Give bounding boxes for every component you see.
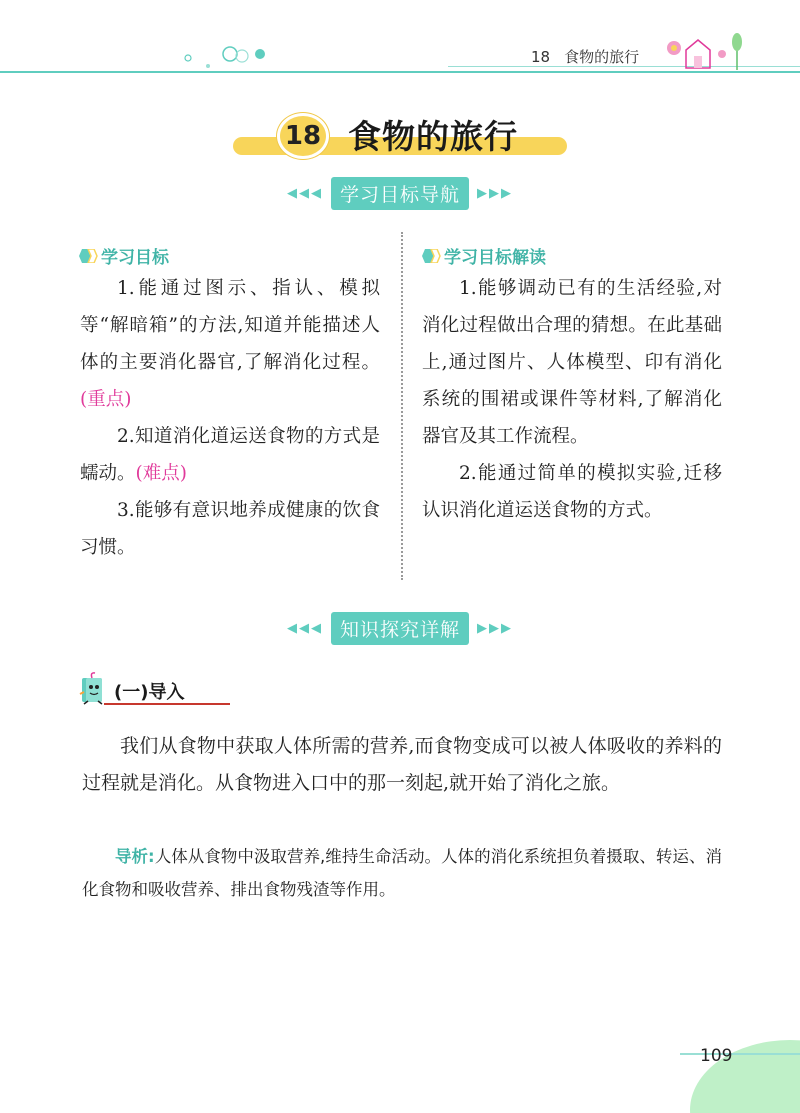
lesson-number-badge: 18: [277, 113, 329, 159]
intro-underline: [104, 703, 230, 705]
key-point-tag: (重点): [80, 389, 132, 410]
banner-label: 学习目标导航: [331, 177, 469, 210]
interpretation-heading-text: 学习目标解读: [444, 248, 546, 268]
footer-rule: [680, 1053, 800, 1055]
house-flower-decoration-icon: [662, 28, 752, 74]
intro-paragraph: 我们从食物中获取人体所需的营养,而食物变成可以被人体吸收的养料的过程就是消化。从食物进入口中的那一刻起,就开始了消化之旅。: [82, 735, 722, 794]
header-lesson-number: 18: [531, 48, 551, 66]
left-arrows-icon: ◀◀◀: [286, 620, 323, 636]
header-lesson-title: 食物的旅行: [564, 48, 640, 66]
left-arrows-icon: ◀◀◀: [286, 185, 323, 201]
interpretation-heading: [421, 243, 546, 268]
guide-label: 导析:: [115, 847, 155, 866]
goal-item-2: 2.知道消化道运送食物的方式是蠕动。(难点): [80, 426, 380, 484]
book-character-icon: [76, 670, 110, 706]
right-arrows-icon: ▶▶▶: [477, 620, 513, 636]
goal-item-1: 1.能通过图示、指认、模拟等“解暗箱”的方法,知道并能描述人体的主要消化器官,了解消化过程。(重点): [80, 278, 380, 410]
page-number: 109: [700, 1046, 733, 1066]
column-divider: [401, 232, 403, 580]
running-header: [531, 46, 653, 67]
goals-list: [80, 270, 380, 566]
goals-heading: [78, 243, 169, 268]
right-arrows-icon: ▶▶▶: [477, 185, 513, 201]
goals-heading-text: 学习目标: [101, 248, 169, 268]
interpretation-list: [422, 270, 722, 529]
goal-item-3: 3.能够有意识地养成健康的饮食习惯。: [80, 500, 380, 558]
section-banner-goals: [270, 176, 530, 210]
difficulty-tag: (难点): [135, 463, 187, 484]
intro-heading: (一)导入: [114, 682, 185, 703]
guide-text: 人体从食物中汲取营养,维持生命活动。人体的消化系统担负着摄取、转运、消化食物和吸收营养、排出食物残渣等作用。: [82, 847, 722, 899]
banner-label: 知识探究详解: [331, 612, 469, 645]
bubbles-decoration-icon: [160, 40, 280, 80]
guide-note: [82, 840, 722, 906]
section-banner-knowledge: [270, 611, 530, 645]
hexagon-icon: [78, 249, 98, 263]
interpretation-item-1: 1.能够调动已有的生活经验,对消化过程做出合理的猜想。在此基础上,通过图片、人体模型、印有消化系统的围裙或课件等材料,了解消化器官及其工作流程。: [422, 278, 722, 447]
interpretation-item-2: 2.能通过简单的模拟实验,迁移认识消化道运送食物的方式。: [422, 463, 722, 521]
page-title: 食物的旅行: [348, 117, 518, 156]
hexagon-icon: [421, 249, 441, 263]
